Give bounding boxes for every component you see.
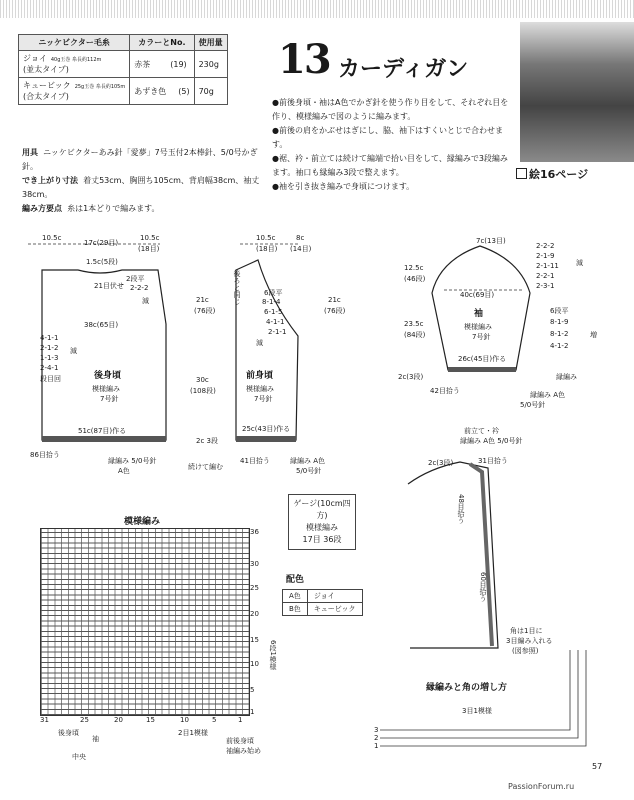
diagram-label: 減 xyxy=(256,339,263,347)
diagram-label: 7c(13目) xyxy=(476,237,506,245)
diagram-label: (18目) xyxy=(138,245,160,253)
gauge-box: ゲージ(10cm四方) 模様編み 17目 36段 xyxy=(288,494,356,550)
diagram-label: 減 xyxy=(70,347,77,355)
diagram-label: 15 xyxy=(250,636,259,644)
diagram-label: 前立て・衿 xyxy=(464,427,499,435)
diagram-label: 角は1目に xyxy=(510,627,543,635)
diagram-label: 2段平 xyxy=(126,275,145,283)
diagram-label: 6段1模様 xyxy=(269,640,277,670)
diagram-label: 3 xyxy=(374,726,379,734)
diagram-label: 23.5c xyxy=(404,320,424,328)
diagram-label: 4-1-2 xyxy=(550,342,569,350)
diagram-label: 25 xyxy=(250,584,259,592)
diagram-label: 2-4-1 xyxy=(40,364,59,372)
diagram-label: 後身頃 xyxy=(58,729,79,737)
diagram-label: 3目編み入れる xyxy=(506,637,553,645)
diagram-label: 15 xyxy=(146,716,155,724)
diagram-label: 5 xyxy=(250,686,255,694)
diagram-label: (図参照) xyxy=(512,647,539,655)
diagram-label: 減 xyxy=(576,259,583,267)
diagram-label: 21目伏せ xyxy=(94,282,124,290)
diagram-label: 40c(69目) xyxy=(460,291,495,299)
diagram-label: 1.5c(5段) xyxy=(86,258,118,266)
kuchie-ref: 絵16ページ xyxy=(516,166,588,182)
diagram-label: 38c(65目) xyxy=(84,321,119,329)
diagram-label: 袖 xyxy=(92,735,99,743)
diagram-label: 縁編み A色 xyxy=(530,391,566,399)
diagram-label: 1 xyxy=(250,708,255,716)
diagram-label: 2-1-9 xyxy=(536,252,555,260)
diagram-label: 7号針 xyxy=(254,395,273,403)
diagram-label: 段目回 xyxy=(40,375,61,383)
diagram-label: 模様編み xyxy=(464,323,492,331)
table-row: A色 ジョイ xyxy=(283,590,363,603)
diagram-label: 模様編み xyxy=(124,517,161,527)
diagram-label: 8-1-9 xyxy=(550,318,569,326)
yarn-header: ニッケビクター毛糸 xyxy=(19,35,130,51)
table-row: ジョイ 40g玉巻 糸長約112m (並太タイプ) 赤茶 (19) 230g xyxy=(19,51,228,78)
pattern-grid xyxy=(40,528,250,716)
diagram-label: 2-2-2 xyxy=(536,242,555,250)
diagram-label: 48目拾う xyxy=(457,494,465,524)
diagram-label: 10 xyxy=(180,716,189,724)
diagram-label: 26c(45目)作る xyxy=(458,355,507,363)
diagram-label: 10.5c xyxy=(256,234,276,242)
diagram-label: 続けて編む xyxy=(188,463,223,471)
diagram-label: 5/0号針 xyxy=(520,401,546,409)
diagram-label: 袖編み始め xyxy=(226,747,261,755)
color-header: カラーとNo. xyxy=(130,35,194,51)
diagram-label: (84段) xyxy=(404,331,426,339)
diagram-label: 31 xyxy=(40,716,49,724)
diagram-label: 41目拾う xyxy=(240,457,270,465)
diagram-label: 増 xyxy=(590,331,597,339)
diagram-label: 21c xyxy=(328,296,341,304)
diagram-label: 配色 xyxy=(286,575,305,585)
instructions: ●前後身頃・袖はA色でかぎ針を使う作り目をして、それぞれ目を作り、模様編みで図のように編みます。 ●前後の肩をかぶせはぎにし、脇、袖下はすくいとじで合わせます。 ●裾、衿・前立ては続けて編端で拾い目をして、縁編みで3段編みます。袖口も縁編み3段で整えます。 ●袖を引き抜き編みで身頃につけます。 xyxy=(272,98,509,191)
diagram-label: 86目拾う xyxy=(30,451,60,459)
diagram-label: 中央 xyxy=(72,753,86,761)
materials: 用具 ニッケビクターあみ針「愛夢」7号玉付2本棒針、5/0号かぎ針。 でき上がり寸法 着丈53cm、胸囲ち105cm、背肩幅38cm、袖丈38cm。 編み方要点 糸は1本どりで編みます。 xyxy=(22,148,260,213)
diagram-label: 2-1-2 xyxy=(40,344,59,352)
diagram-label: 2c 3段 xyxy=(196,437,218,445)
diagram-label: 5/0号針 xyxy=(296,467,322,475)
diagram-label: (76段) xyxy=(194,307,216,315)
diagram-label: 2目1模様 xyxy=(178,729,208,737)
diagram-label: 30c xyxy=(196,376,209,384)
diagram-label: 縁編み A色 5/0号針 xyxy=(460,437,523,445)
diagram-label: 2c(3段) xyxy=(398,373,424,381)
watermark: PassionForum.ru xyxy=(508,782,575,791)
diagram-label: 30 xyxy=(250,560,259,568)
diagram-label: 6-1-5 xyxy=(264,308,283,316)
diagram-label: 模様編み xyxy=(92,385,120,393)
diagram-label: 前身頃 xyxy=(246,371,274,381)
diagram-label: 10 xyxy=(250,660,259,668)
diagram-label: 51c(87目)作る xyxy=(78,427,127,435)
diagram-label: 縁編みと角の増し方 xyxy=(426,683,508,693)
diagram-label: 模様編み xyxy=(246,385,274,393)
diagram-label: (108段) xyxy=(190,387,216,395)
diagram-label: 8-1-2 xyxy=(550,330,569,338)
diagram-label: 21c xyxy=(196,296,209,304)
diagram-label: 2-2-1 xyxy=(536,272,555,280)
diagram-label: 31目拾う xyxy=(478,457,508,465)
color-table xyxy=(282,589,363,616)
diagram-label: 縁編み xyxy=(556,373,577,381)
diagram-label: 2 xyxy=(374,734,379,742)
diagram-label: 36 xyxy=(250,528,259,536)
page-number: 57 xyxy=(592,762,603,771)
table-row: キュービック 25g玉巻 糸長約105m (合太タイプ) あずき色 (5) 70g xyxy=(19,78,228,105)
diagram-label: 3目1模様 xyxy=(462,707,492,715)
diagram-label: (76段) xyxy=(324,307,346,315)
diagram-label: 後身頃 xyxy=(94,371,122,381)
diagram-label: 減 xyxy=(142,297,149,305)
diagram-label: 25c(43目)作る xyxy=(242,425,291,433)
diagram-label: 後ろと同じ xyxy=(233,270,241,305)
diagram-label: 7号針 xyxy=(472,333,491,341)
diagram-label: 17c(29目) xyxy=(84,239,119,247)
diagram-label: 1-1-3 xyxy=(40,354,59,362)
diagram-label: 1 xyxy=(374,742,379,750)
diagram-label: 8c xyxy=(296,234,305,242)
diagram-label: 4-1-1 xyxy=(40,334,59,342)
diagram-label: 10.5c xyxy=(42,234,62,242)
diagram-label: 2-3-1 xyxy=(536,282,555,290)
diagram-label: 60目拾う xyxy=(479,572,487,602)
diagram-label: 4-1-1 xyxy=(266,318,285,326)
diagram-label: 6段平 xyxy=(264,289,283,297)
diagram-label: 2-2-2 xyxy=(130,284,149,292)
diagram-label: 縁編み 5/0号針 xyxy=(108,457,157,465)
diagram-label: 7号針 xyxy=(100,395,119,403)
pattern-title: カーディガン xyxy=(338,57,469,82)
diagram-label: 1 xyxy=(238,716,243,724)
diagram-label: (46段) xyxy=(404,275,426,283)
diagram-label: 6段平 xyxy=(550,307,569,315)
diagram-label: 2c(3段) xyxy=(428,459,454,467)
table-row: B色 キュービック xyxy=(283,603,363,616)
diagram-label: 20 xyxy=(250,610,259,618)
diagram-label: 42目拾う xyxy=(430,387,460,395)
diagram-label: (18目) xyxy=(256,245,278,253)
diagram-label: 前後身頃 xyxy=(226,737,254,745)
pattern-number: 13 xyxy=(278,36,330,83)
diagram-label: 袖 xyxy=(474,309,484,319)
diagram-label: 2-1-1 xyxy=(268,328,287,336)
diagram-label: 12.5c xyxy=(404,264,424,272)
diagram-label: 縁編み A色 xyxy=(290,457,326,465)
diagram-label: 25 xyxy=(80,716,89,724)
diagram-label: 2-1-11 xyxy=(536,262,559,270)
diagram-label: 5 xyxy=(212,716,217,724)
diagram-label: (14目) xyxy=(290,245,312,253)
diagram-label: 20 xyxy=(114,716,123,724)
diagram-label: A色 xyxy=(118,467,130,475)
diagram-label: 10.5c xyxy=(140,234,160,242)
amount-header: 使用量 xyxy=(194,35,227,51)
diagram-label: 8-1-4 xyxy=(262,298,281,306)
